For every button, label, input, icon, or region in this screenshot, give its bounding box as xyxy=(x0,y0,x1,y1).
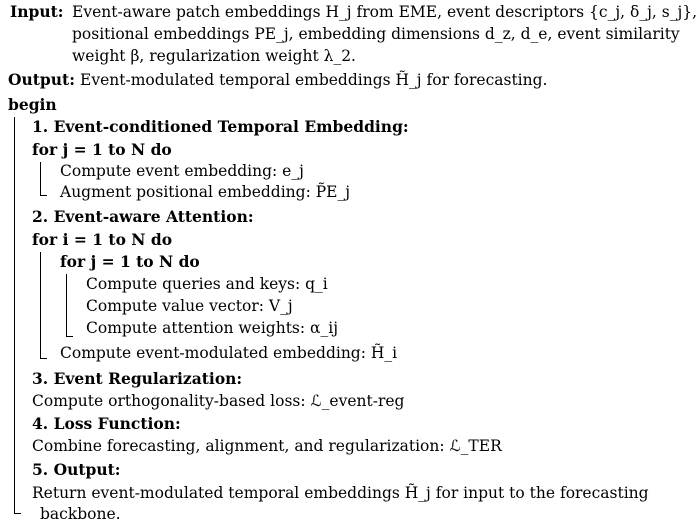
step-4-item-1: Combine forecasting, alignment, and regularization: ℒ_TER xyxy=(32,437,502,455)
step-1-item-1: Compute event embedding: e_j xyxy=(60,162,304,180)
step-3-heading: 3. Event Regularization: xyxy=(32,369,243,388)
step-2-outer-tick xyxy=(40,358,47,359)
step-2-inner-rule xyxy=(66,274,67,336)
step-5-item-2: backbone. xyxy=(40,505,121,523)
step-1-loop-tick xyxy=(40,195,47,196)
step-2-inner-item-2: Compute value vector: V_j xyxy=(86,297,293,315)
step-1-loop-rule xyxy=(40,162,41,195)
input-label: Input: xyxy=(10,2,64,21)
step-2-outer-loop: for i = 1 to N do xyxy=(32,230,173,249)
step-2-inner-loop: for j = 1 to N do xyxy=(60,252,200,271)
step-3-item-1: Compute orthogonality-based loss: ℒ_event-reg xyxy=(32,392,405,410)
step-1-loop: for j = 1 to N do xyxy=(32,140,172,159)
step-2-inner-item-1: Compute queries and keys: q_i xyxy=(86,275,328,293)
step-1-heading: 1. Event-conditioned Temporal Embedding: xyxy=(32,117,409,136)
output-text: Event-modulated temporal embeddings H̃_j for forecasting. xyxy=(80,71,548,89)
step-2-heading: 2. Event-aware Attention: xyxy=(32,207,254,226)
begin-keyword: begin xyxy=(8,95,57,114)
step-1-item-2: Augment positional embedding: P̃E_j xyxy=(60,183,351,201)
step-5-heading: 5. Output: xyxy=(32,460,121,479)
input-line-1: Event-aware patch embeddings H_j from EME, event descriptors {c_j, δ_j, s_j}, xyxy=(72,3,697,21)
step-5-item-1: Return event-modulated temporal embeddings H̃_j for input to the forecasting xyxy=(32,484,649,502)
step-2-outer-rule xyxy=(40,252,41,358)
step-2-inner-tick xyxy=(66,336,73,337)
input-line-3: weight β, regularization weight λ_2. xyxy=(72,47,356,65)
input-line-2: positional embeddings PE_j, embedding dimensions d_z, d_e, event similarity xyxy=(72,25,680,43)
step-4-heading: 4. Loss Function: xyxy=(32,414,181,433)
output-label: Output: xyxy=(8,70,75,89)
begin-block-tick xyxy=(14,513,21,514)
step-2-after: Compute event-modulated embedding: H̃_i xyxy=(60,344,398,362)
step-2-inner-item-3: Compute attention weights: α_ij xyxy=(86,319,339,337)
begin-block-rule xyxy=(14,117,15,513)
